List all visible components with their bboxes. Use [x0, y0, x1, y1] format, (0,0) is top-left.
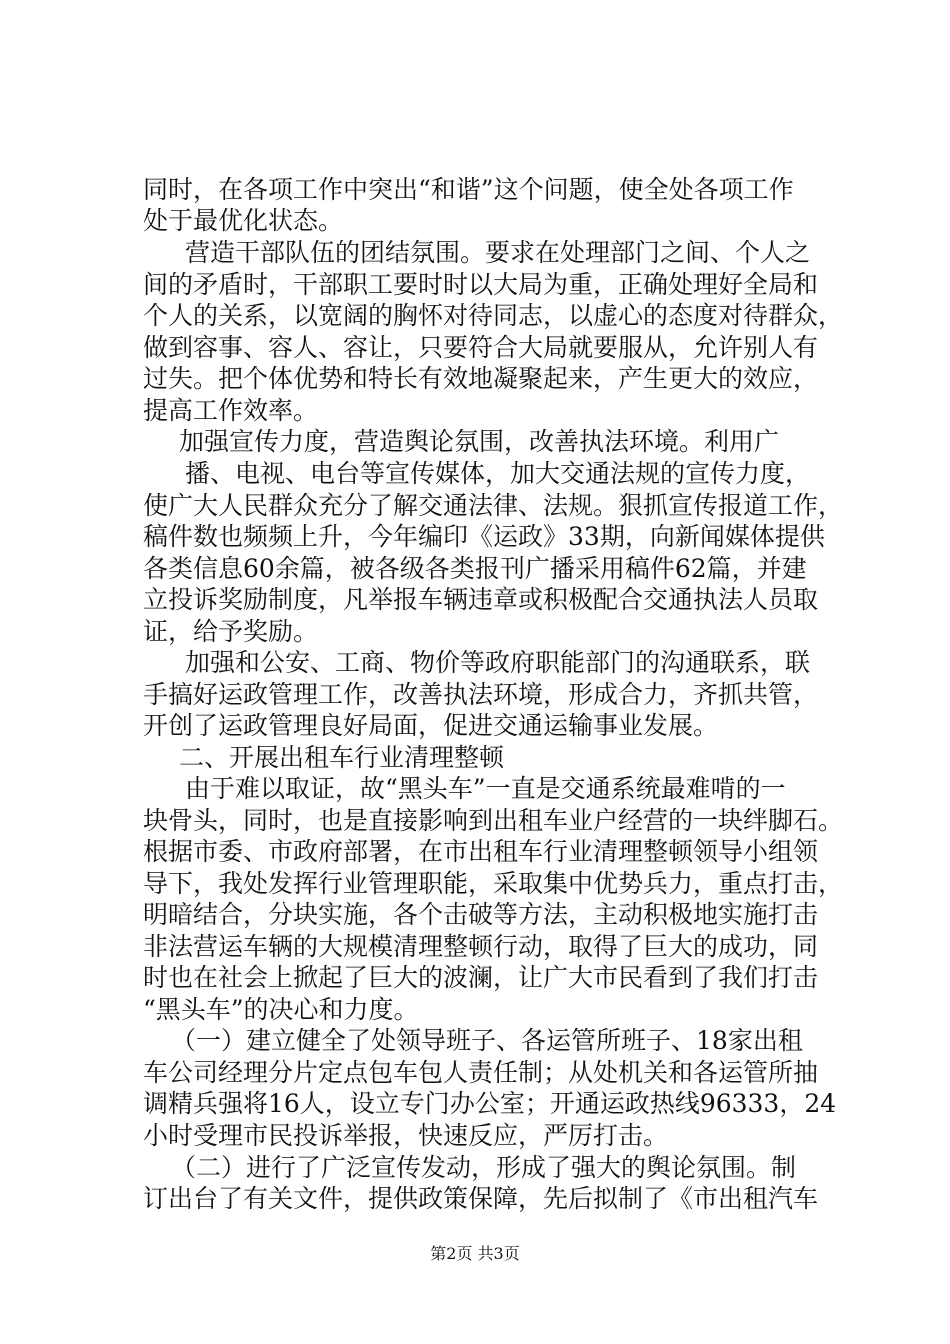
text-line: 各类信息60余篇，被各级各类报刊广播采用稿件62篇，并建 [143, 554, 807, 583]
section-heading: 二、开展出租车行业清理整顿 [179, 743, 505, 772]
text-line: 过失。把个体优势和特长有效地凝聚起来，产生更大的效应， [143, 364, 819, 393]
text-line: “黑头车”的决心和力度。 [143, 995, 419, 1024]
text-line: 间的矛盾时，干部职工要时时以大局为重，正确处理好全局和 [143, 270, 819, 299]
text-line: 播、电视、电台等宣传媒体，加大交通法规的宣传力度， [185, 459, 811, 488]
text-line: 立投诉奖励制度，凡举报车辆违章或积极配合交通执法人员取 [143, 585, 819, 614]
text-line: 个人的关系，以宽阔的胸怀对待同志，以虚心的态度对待群众， [143, 301, 844, 330]
text-line: （二）进行了广泛宣传发动，形成了强大的舆论氛围。制 [171, 1153, 797, 1182]
text-line: 处于最优化状态。 [143, 206, 344, 235]
text-line: 做到容事、容人、容让，只要符合大局就要服从，允许别人有 [143, 333, 819, 362]
text-line: 同时，在各项工作中突出“和谐”这个问题，使全处各项工作 [143, 175, 794, 204]
text-line: 加强和公安、工商、物价等政府职能部门的沟通联系，联 [185, 648, 811, 677]
text-line: （一）建立健全了处领导班子、各运管所班子、18家出租 [171, 1026, 803, 1055]
page-number: 第2页 共3页 [430, 1244, 520, 1263]
text-line: 根据市委、市政府部署，在市出租车行业清理整顿领导小组领 [143, 837, 819, 866]
text-line: 调精兵强将16人，设立专门办公室；开通运政热线96333，24 [143, 1089, 837, 1118]
text-line: 稿件数也频频上升，今年编印《运政》33期，向新闻媒体提供 [143, 522, 825, 551]
text-line: 提高工作效率。 [143, 396, 319, 425]
text-line: 证，给予奖励。 [143, 617, 319, 646]
text-line: 营造干部队伍的团结氛围。要求在处理部门之间、个人之 [185, 238, 811, 267]
text-line: 小时受理市民投诉举报，快速反应，严厉打击。 [143, 1121, 669, 1150]
text-line: 导下，我处发挥行业管理职能，采取集中优势兵力，重点打击， [143, 869, 844, 898]
text-line: 非法营运车辆的大规模清理整顿行动，取得了巨大的成功，同 [143, 932, 819, 961]
text-line: 加强宣传力度，营造舆论氛围，改善执法环境。利用广 [179, 427, 780, 456]
text-line: 使广大人民群众充分了解交通法律、法规。狠抓宣传报道工作， [143, 491, 844, 520]
text-line: 手搞好运政管理工作，改善执法环境，形成合力，齐抓共管， [143, 680, 819, 709]
text-line: 时也在社会上掀起了巨大的波澜，让广大市民看到了我们打击 [143, 963, 819, 992]
text-line: 由于难以取证，故“黑头车”一直是交通系统最难啃的一 [185, 774, 786, 803]
text-line: 开创了运政管理良好局面，促进交通运输事业发展。 [143, 711, 719, 740]
text-line: 明暗结合，分块实施，各个击破等方法，主动积极地实施打击 [143, 900, 819, 929]
text-line: 块骨头，同时，也是直接影响到出租车业户经营的一块绊脚石。 [143, 806, 844, 835]
text-line: 订出台了有关文件，提供政策保障，先后拟制了《市出租汽车 [143, 1184, 819, 1213]
text-line: 车公司经理分片定点包车包人责任制；从处机关和各运管所抽 [143, 1058, 819, 1087]
